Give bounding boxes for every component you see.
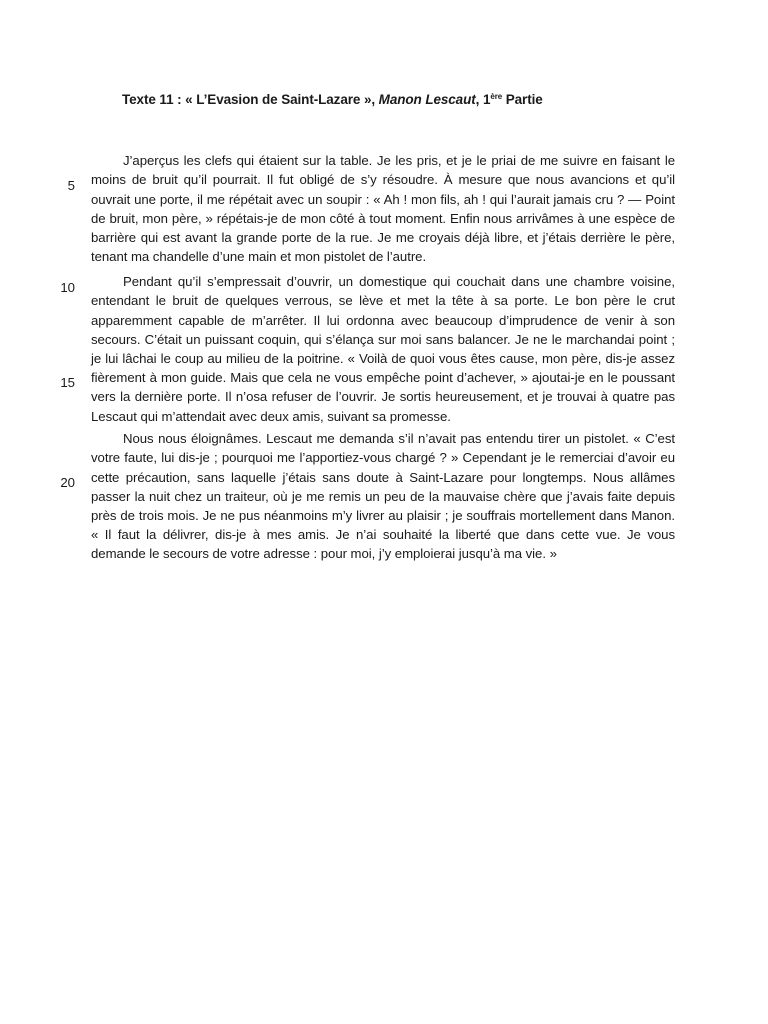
- paragraph-3: Nous nous éloignâmes. Lescaut me demanda s’il n’avait pas entendu tirer un pistolet. « C’est votre faute, lui dis-je ; pourquoi me l’apportiez-vous chargé ? » Cependant je le remerciai d’avoir eu cette précaution, sans laquelle j’étais sans doute à Saint-Lazare pour longtemps. Nous allâmes passer la nuit chez un traiteur, où je me remis un peu de la mauvaise chère que j’avais faite depuis près de trois mois. Je ne pus néanmoins m’y livrer au plaisir ; je souffrais mortellement dans Manon. « Il faut la délivrer, dis-je à mes amis. Je n’ai souhaité la liberté que dans cette vue. Je vous demande le secours de votre adresse : pour moi, j’y emploierai jusqu’à ma vie. »: [91, 431, 675, 562]
- title-superscript: ère: [490, 92, 503, 101]
- paragraph-1: J’aperçus les clefs qui étaient sur la table. Je les pris, et je le priai de me suivre en faisant le moins de bruit qu’il pourrait. Il fut obligé de s’y résoudre. À mesure que nous avancions et qu’il ouvrait une porte, il me répétait avec un soupir : « Ah ! mon fils, ah ! qui l’aurait jamais cru ? — Point de bruit, mon père, » répétais-je de mon côté à tout moment. Enfin nous arrivâmes à une espèce de barrière qui est avant la grande porte de la rue. Je me croyais déjà libre, et j’étais derrière le père, tenant ma chandelle d’une main et mon pistolet de l’autre.: [91, 153, 675, 265]
- title-after-work: , 1: [475, 92, 491, 107]
- line-number-20: 20: [60, 475, 75, 490]
- line-number-15: 15: [60, 375, 75, 390]
- document-title: [122, 92, 543, 107]
- title-prefix: Texte 11 : « L’Evasion de Saint-Lazare »,: [122, 92, 379, 107]
- line-number-10: 10: [60, 280, 75, 295]
- title-work: Manon Lescaut: [378, 92, 476, 107]
- paragraph-2: Pendant qu’il s’empressait d’ouvrir, un domestique qui couchait dans une chambre voisine, entendant le bruit de quelques verrous, se lève et met la tête à sa porte. Le bon père le crut apparemment capable de m’arrêter. Il lui ordonna avec beaucoup d’imprudence de venir à son secours. C’était un puissant coquin, qui s’élança sur moi sans balancer. Je ne le marchandai point ; je lui lâchai le coup au milieu de la poitrine. « Voilà de quoi vous êtes cause, mon père, dis-je assez fièrement à mon guide. Mais que cela ne vous empêche point d’achever, » ajoutai-je en le poussant vers la dernière porte. Il n’osa refuser de l’ouvrir. Je sortis heureusement, et je trouvai à quatre pas Lescaut qui m’attendait avec deux amis, suivant sa promesse.: [91, 274, 675, 424]
- line-number-5: 5: [67, 178, 75, 193]
- title-part: Partie: [502, 92, 543, 107]
